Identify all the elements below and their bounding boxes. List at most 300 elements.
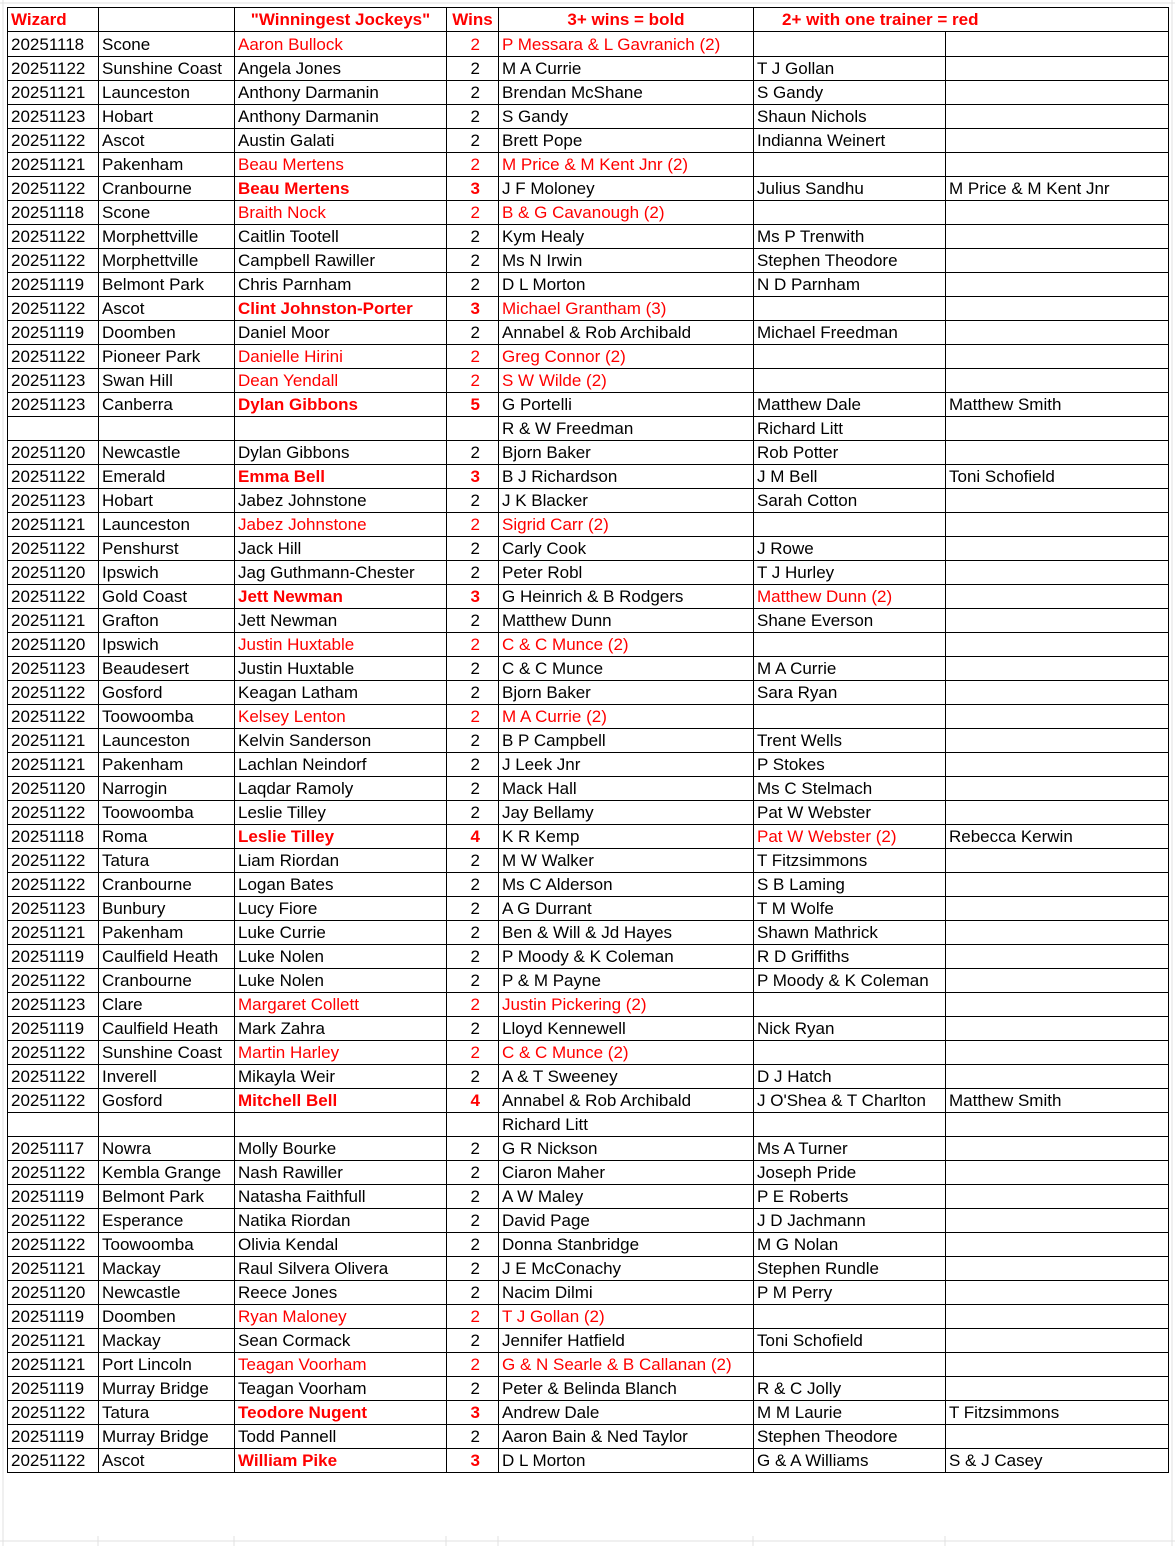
- track-cell[interactable]: Canberra: [99, 393, 235, 417]
- trainer-1-cell[interactable]: G R Nickson: [499, 1137, 754, 1161]
- date-cell[interactable]: 20251121: [8, 753, 99, 777]
- trainer-3-cell[interactable]: [946, 32, 1169, 57]
- trainer-3-cell[interactable]: [946, 1113, 1169, 1137]
- date-cell[interactable]: 20251118: [8, 825, 99, 849]
- jockey-cell[interactable]: Braith Nock: [235, 201, 447, 225]
- track-cell[interactable]: Doomben: [99, 1305, 235, 1329]
- jockey-cell[interactable]: Sean Cormack: [235, 1329, 447, 1353]
- date-cell[interactable]: 20251121: [8, 729, 99, 753]
- jockey-cell[interactable]: Angela Jones: [235, 57, 447, 81]
- trainer-1-cell[interactable]: Greg Connor (2): [499, 345, 754, 369]
- trainer-2-cell[interactable]: [754, 345, 946, 369]
- track-cell[interactable]: Launceston: [99, 729, 235, 753]
- track-cell[interactable]: Ipswich: [99, 561, 235, 585]
- date-cell[interactable]: 20251120: [8, 633, 99, 657]
- date-cell[interactable]: 20251122: [8, 249, 99, 273]
- trainer-1-cell[interactable]: J F Moloney: [499, 177, 754, 201]
- trainer-3-cell[interactable]: [946, 369, 1169, 393]
- date-cell[interactable]: 20251118: [8, 201, 99, 225]
- trainer-3-cell[interactable]: [946, 1017, 1169, 1041]
- track-cell[interactable]: Launceston: [99, 81, 235, 105]
- track-cell[interactable]: Doomben: [99, 321, 235, 345]
- track-cell[interactable]: Pakenham: [99, 921, 235, 945]
- trainer-2-cell[interactable]: [754, 705, 946, 729]
- trainer-2-cell[interactable]: Ms A Turner: [754, 1137, 946, 1161]
- jockey-cell[interactable]: Luke Nolen: [235, 969, 447, 993]
- jockey-cell[interactable]: Clint Johnston-Porter: [235, 297, 447, 321]
- wins-cell[interactable]: 2: [447, 561, 499, 585]
- trainer-2-cell[interactable]: [754, 513, 946, 537]
- trainer-3-cell[interactable]: [946, 561, 1169, 585]
- jockey-cell[interactable]: Beau Mertens: [235, 153, 447, 177]
- trainer-1-cell[interactable]: P & M Payne: [499, 969, 754, 993]
- jockey-cell[interactable]: Margaret Collett: [235, 993, 447, 1017]
- track-cell[interactable]: Mackay: [99, 1329, 235, 1353]
- trainer-2-cell[interactable]: J M Bell: [754, 465, 946, 489]
- trainer-2-cell[interactable]: T J Hurley: [754, 561, 946, 585]
- track-cell[interactable]: Hobart: [99, 489, 235, 513]
- trainer-1-cell[interactable]: Aaron Bain & Ned Taylor: [499, 1425, 754, 1449]
- wins-cell[interactable]: 2: [447, 1233, 499, 1257]
- track-cell[interactable]: Morphettville: [99, 249, 235, 273]
- jockey-cell[interactable]: Martin Harley: [235, 1041, 447, 1065]
- trainer-3-cell[interactable]: [946, 633, 1169, 657]
- jockey-cell[interactable]: Jag Guthmann-Chester: [235, 561, 447, 585]
- wins-cell[interactable]: 2: [447, 273, 499, 297]
- jockey-cell[interactable]: Aaron Bullock: [235, 32, 447, 57]
- trainer-3-cell[interactable]: [946, 489, 1169, 513]
- date-cell[interactable]: 20251122: [8, 1089, 99, 1113]
- trainer-3-cell[interactable]: [946, 873, 1169, 897]
- track-cell[interactable]: Cranbourne: [99, 873, 235, 897]
- jockey-cell[interactable]: Teodore Nugent: [235, 1401, 447, 1425]
- wins-cell[interactable]: 2: [447, 225, 499, 249]
- jockey-cell[interactable]: Danielle Hirini: [235, 345, 447, 369]
- wins-cell[interactable]: 2: [447, 609, 499, 633]
- wins-cell[interactable]: 2: [447, 681, 499, 705]
- wins-cell[interactable]: 2: [447, 489, 499, 513]
- date-cell[interactable]: 20251121: [8, 153, 99, 177]
- date-cell[interactable]: 20251122: [8, 969, 99, 993]
- trainer-3-cell[interactable]: [946, 1425, 1169, 1449]
- date-cell[interactable]: 20251119: [8, 1017, 99, 1041]
- jockey-cell[interactable]: Todd Pannell: [235, 1425, 447, 1449]
- date-cell[interactable]: 20251122: [8, 1041, 99, 1065]
- trainer-1-cell[interactable]: Matthew Dunn: [499, 609, 754, 633]
- trainer-3-cell[interactable]: [946, 753, 1169, 777]
- trainer-3-cell[interactable]: S & J Casey: [946, 1449, 1169, 1473]
- date-cell[interactable]: 20251119: [8, 945, 99, 969]
- trainer-1-cell[interactable]: T J Gollan (2): [499, 1305, 754, 1329]
- jockey-cell[interactable]: Dean Yendall: [235, 369, 447, 393]
- trainer-2-cell[interactable]: M M Laurie: [754, 1401, 946, 1425]
- trainer-2-cell[interactable]: P E Roberts: [754, 1185, 946, 1209]
- jockey-cell[interactable]: Dylan Gibbons: [235, 441, 447, 465]
- jockey-cell[interactable]: Mitchell Bell: [235, 1089, 447, 1113]
- trainer-3-cell[interactable]: Matthew Smith: [946, 393, 1169, 417]
- jockey-cell[interactable]: Campbell Rawiller: [235, 249, 447, 273]
- track-cell[interactable]: Esperance: [99, 1209, 235, 1233]
- wins-cell[interactable]: 3: [447, 585, 499, 609]
- jockey-cell[interactable]: Nash Rawiller: [235, 1161, 447, 1185]
- track-cell[interactable]: [99, 417, 235, 441]
- trainer-1-cell[interactable]: D L Morton: [499, 273, 754, 297]
- track-cell[interactable]: Murray Bridge: [99, 1377, 235, 1401]
- jockey-cell[interactable]: Keagan Latham: [235, 681, 447, 705]
- jockey-cell[interactable]: Dylan Gibbons: [235, 393, 447, 417]
- trainer-3-cell[interactable]: [946, 1257, 1169, 1281]
- wins-cell[interactable]: 4: [447, 825, 499, 849]
- date-cell[interactable]: 20251118: [8, 32, 99, 57]
- track-cell[interactable]: Scone: [99, 32, 235, 57]
- trainer-1-cell[interactable]: J E McConachy: [499, 1257, 754, 1281]
- wins-cell[interactable]: 2: [447, 57, 499, 81]
- jockey-cell[interactable]: Logan Bates: [235, 873, 447, 897]
- wins-cell[interactable]: 2: [447, 633, 499, 657]
- jockey-cell[interactable]: Jett Newman: [235, 585, 447, 609]
- jockey-cell[interactable]: Justin Huxtable: [235, 657, 447, 681]
- jockey-cell[interactable]: Natika Riordan: [235, 1209, 447, 1233]
- wins-cell[interactable]: 2: [447, 1065, 499, 1089]
- date-cell[interactable]: 20251123: [8, 369, 99, 393]
- trainer-3-cell[interactable]: M Price & M Kent Jnr: [946, 177, 1169, 201]
- trainer-2-cell[interactable]: M A Currie: [754, 657, 946, 681]
- wins-cell[interactable]: 3: [447, 1401, 499, 1425]
- track-cell[interactable]: Toowoomba: [99, 1233, 235, 1257]
- wins-cell[interactable]: 2: [447, 129, 499, 153]
- trainer-3-cell[interactable]: [946, 1233, 1169, 1257]
- jockey-cell[interactable]: Leslie Tilley: [235, 825, 447, 849]
- trainer-3-cell[interactable]: [946, 1281, 1169, 1305]
- jockey-cell[interactable]: Anthony Darmanin: [235, 81, 447, 105]
- trainer-3-cell[interactable]: [946, 801, 1169, 825]
- wins-cell[interactable]: 2: [447, 105, 499, 129]
- trainer-1-cell[interactable]: Peter Robl: [499, 561, 754, 585]
- trainer-1-cell[interactable]: M Price & M Kent Jnr (2): [499, 153, 754, 177]
- trainer-1-cell[interactable]: J K Blacker: [499, 489, 754, 513]
- jockey-cell[interactable]: William Pike: [235, 1449, 447, 1473]
- track-cell[interactable]: Mackay: [99, 1257, 235, 1281]
- jockey-cell[interactable]: Jett Newman: [235, 609, 447, 633]
- track-cell[interactable]: Ascot: [99, 297, 235, 321]
- trainer-3-cell[interactable]: [946, 225, 1169, 249]
- trainer-1-cell[interactable]: B J Richardson: [499, 465, 754, 489]
- track-cell[interactable]: Pakenham: [99, 153, 235, 177]
- trainer-1-cell[interactable]: Ms N Irwin: [499, 249, 754, 273]
- jockey-cell[interactable]: [235, 417, 447, 441]
- track-cell[interactable]: Cranbourne: [99, 969, 235, 993]
- track-cell[interactable]: Tatura: [99, 1401, 235, 1425]
- trainer-2-cell[interactable]: R & C Jolly: [754, 1377, 946, 1401]
- date-cell[interactable]: 20251120: [8, 777, 99, 801]
- date-cell[interactable]: 20251123: [8, 657, 99, 681]
- wins-cell[interactable]: 2: [447, 1257, 499, 1281]
- date-cell[interactable]: 20251122: [8, 1065, 99, 1089]
- trainer-1-cell[interactable]: Donna Stanbridge: [499, 1233, 754, 1257]
- trainer-1-cell[interactable]: David Page: [499, 1209, 754, 1233]
- trainer-2-cell[interactable]: Stephen Rundle: [754, 1257, 946, 1281]
- date-cell[interactable]: [8, 1113, 99, 1137]
- trainer-2-cell[interactable]: Ms P Trenwith: [754, 225, 946, 249]
- wins-cell[interactable]: 5: [447, 393, 499, 417]
- jockey-cell[interactable]: Beau Mertens: [235, 177, 447, 201]
- trainer-3-cell[interactable]: [946, 921, 1169, 945]
- header-bold-legend[interactable]: 3+ wins = bold: [499, 8, 754, 32]
- trainer-1-cell[interactable]: G & N Searle & B Callanan (2): [499, 1353, 754, 1377]
- trainer-1-cell[interactable]: K R Kemp: [499, 825, 754, 849]
- jockey-cell[interactable]: Ryan Maloney: [235, 1305, 447, 1329]
- jockey-cell[interactable]: Jabez Johnstone: [235, 489, 447, 513]
- wins-cell[interactable]: 2: [447, 321, 499, 345]
- trainer-2-cell[interactable]: Pat W Webster: [754, 801, 946, 825]
- trainer-3-cell[interactable]: [946, 441, 1169, 465]
- trainer-2-cell[interactable]: [754, 201, 946, 225]
- wins-cell[interactable]: 2: [447, 249, 499, 273]
- wins-cell[interactable]: 2: [447, 993, 499, 1017]
- trainer-3-cell[interactable]: [946, 537, 1169, 561]
- track-cell[interactable]: Toowoomba: [99, 705, 235, 729]
- trainer-1-cell[interactable]: Kym Healy: [499, 225, 754, 249]
- date-cell[interactable]: 20251122: [8, 705, 99, 729]
- date-cell[interactable]: 20251119: [8, 1185, 99, 1209]
- header-track[interactable]: [99, 8, 235, 32]
- jockey-cell[interactable]: Anthony Darmanin: [235, 105, 447, 129]
- trainer-3-cell[interactable]: [946, 297, 1169, 321]
- trainer-2-cell[interactable]: P Stokes: [754, 753, 946, 777]
- trainer-3-cell[interactable]: [946, 1137, 1169, 1161]
- jockey-cell[interactable]: Luke Nolen: [235, 945, 447, 969]
- trainer-2-cell[interactable]: Matthew Dunn (2): [754, 585, 946, 609]
- trainer-3-cell[interactable]: [946, 513, 1169, 537]
- date-cell[interactable]: 20251122: [8, 1401, 99, 1425]
- trainer-2-cell[interactable]: Nick Ryan: [754, 1017, 946, 1041]
- trainer-1-cell[interactable]: Mack Hall: [499, 777, 754, 801]
- date-cell[interactable]: 20251122: [8, 849, 99, 873]
- trainer-3-cell[interactable]: [946, 105, 1169, 129]
- header-wizard[interactable]: Wizard: [8, 8, 99, 32]
- trainer-2-cell[interactable]: Indianna Weinert: [754, 129, 946, 153]
- trainer-1-cell[interactable]: Ms C Alderson: [499, 873, 754, 897]
- trainer-3-cell[interactable]: [946, 969, 1169, 993]
- trainer-1-cell[interactable]: Annabel & Rob Archibald: [499, 1089, 754, 1113]
- track-cell[interactable]: Ascot: [99, 129, 235, 153]
- jockey-cell[interactable]: Laqdar Ramoly: [235, 777, 447, 801]
- trainer-1-cell[interactable]: P Moody & K Coleman: [499, 945, 754, 969]
- trainer-3-cell[interactable]: [946, 1041, 1169, 1065]
- wins-cell[interactable]: 2: [447, 969, 499, 993]
- wins-cell[interactable]: 2: [447, 345, 499, 369]
- trainer-1-cell[interactable]: Andrew Dale: [499, 1401, 754, 1425]
- trainer-3-cell[interactable]: [946, 705, 1169, 729]
- wins-cell[interactable]: 2: [447, 657, 499, 681]
- jockey-cell[interactable]: Luke Currie: [235, 921, 447, 945]
- jockey-cell[interactable]: [235, 1113, 447, 1137]
- track-cell[interactable]: [99, 1113, 235, 1137]
- date-cell[interactable]: 20251122: [8, 1209, 99, 1233]
- trainer-3-cell[interactable]: [946, 321, 1169, 345]
- date-cell[interactable]: 20251119: [8, 321, 99, 345]
- track-cell[interactable]: Roma: [99, 825, 235, 849]
- trainer-3-cell[interactable]: [946, 1185, 1169, 1209]
- jockey-cell[interactable]: Natasha Faithfull: [235, 1185, 447, 1209]
- trainer-1-cell[interactable]: R & W Freedman: [499, 417, 754, 441]
- trainer-3-cell[interactable]: [946, 729, 1169, 753]
- trainer-2-cell[interactable]: Sarah Cotton: [754, 489, 946, 513]
- jockey-cell[interactable]: Jack Hill: [235, 537, 447, 561]
- trainer-1-cell[interactable]: C & C Munce: [499, 657, 754, 681]
- wins-cell[interactable]: [447, 1113, 499, 1137]
- trainer-3-cell[interactable]: [946, 945, 1169, 969]
- track-cell[interactable]: Gosford: [99, 1089, 235, 1113]
- trainer-2-cell[interactable]: P M Perry: [754, 1281, 946, 1305]
- jockey-cell[interactable]: Daniel Moor: [235, 321, 447, 345]
- trainer-3-cell[interactable]: Rebecca Kerwin: [946, 825, 1169, 849]
- wins-cell[interactable]: 2: [447, 201, 499, 225]
- track-cell[interactable]: Sunshine Coast: [99, 57, 235, 81]
- trainer-2-cell[interactable]: Shane Everson: [754, 609, 946, 633]
- date-cell[interactable]: 20251122: [8, 297, 99, 321]
- trainer-1-cell[interactable]: Peter & Belinda Blanch: [499, 1377, 754, 1401]
- date-cell[interactable]: 20251122: [8, 801, 99, 825]
- jockey-cell[interactable]: Olivia Kendal: [235, 1233, 447, 1257]
- trainer-2-cell[interactable]: J D Jachmann: [754, 1209, 946, 1233]
- trainer-1-cell[interactable]: S W Wilde (2): [499, 369, 754, 393]
- track-cell[interactable]: Ascot: [99, 1449, 235, 1473]
- track-cell[interactable]: Newcastle: [99, 441, 235, 465]
- track-cell[interactable]: Kembla Grange: [99, 1161, 235, 1185]
- wins-cell[interactable]: 3: [447, 1449, 499, 1473]
- trainer-1-cell[interactable]: Bjorn Baker: [499, 681, 754, 705]
- track-cell[interactable]: Murray Bridge: [99, 1425, 235, 1449]
- trainer-2-cell[interactable]: Shaun Nichols: [754, 105, 946, 129]
- wins-cell[interactable]: 2: [447, 1017, 499, 1041]
- trainer-1-cell[interactable]: A W Maley: [499, 1185, 754, 1209]
- trainer-1-cell[interactable]: G Portelli: [499, 393, 754, 417]
- wins-cell[interactable]: 2: [447, 753, 499, 777]
- track-cell[interactable]: Morphettville: [99, 225, 235, 249]
- jockey-cell[interactable]: Caitlin Tootell: [235, 225, 447, 249]
- trainer-2-cell[interactable]: [754, 1305, 946, 1329]
- track-cell[interactable]: Toowoomba: [99, 801, 235, 825]
- date-cell[interactable]: 20251117: [8, 1137, 99, 1161]
- jockey-cell[interactable]: Chris Parnham: [235, 273, 447, 297]
- trainer-2-cell[interactable]: Julius Sandhu: [754, 177, 946, 201]
- track-cell[interactable]: Port Lincoln: [99, 1353, 235, 1377]
- trainer-3-cell[interactable]: [946, 1329, 1169, 1353]
- jockey-cell[interactable]: Leslie Tilley: [235, 801, 447, 825]
- jockey-cell[interactable]: Mark Zahra: [235, 1017, 447, 1041]
- date-cell[interactable]: 20251121: [8, 1353, 99, 1377]
- wins-cell[interactable]: 2: [447, 32, 499, 57]
- trainer-1-cell[interactable]: D L Morton: [499, 1449, 754, 1473]
- date-cell[interactable]: 20251122: [8, 465, 99, 489]
- wins-cell[interactable]: 2: [447, 897, 499, 921]
- date-cell[interactable]: 20251119: [8, 1425, 99, 1449]
- trainer-2-cell[interactable]: Toni Schofield: [754, 1329, 946, 1353]
- track-cell[interactable]: Beaudesert: [99, 657, 235, 681]
- trainer-2-cell[interactable]: S B Laming: [754, 873, 946, 897]
- date-cell[interactable]: 20251119: [8, 1377, 99, 1401]
- trainer-1-cell[interactable]: Richard Litt: [499, 1113, 754, 1137]
- trainer-2-cell[interactable]: [754, 1353, 946, 1377]
- jockey-cell[interactable]: Molly Bourke: [235, 1137, 447, 1161]
- trainer-3-cell[interactable]: [946, 1209, 1169, 1233]
- trainer-3-cell[interactable]: [946, 993, 1169, 1017]
- trainer-3-cell[interactable]: [946, 1065, 1169, 1089]
- trainer-3-cell[interactable]: [946, 81, 1169, 105]
- trainer-2-cell[interactable]: [754, 297, 946, 321]
- trainer-1-cell[interactable]: Justin Pickering (2): [499, 993, 754, 1017]
- trainer-2-cell[interactable]: T J Gollan: [754, 57, 946, 81]
- date-cell[interactable]: 20251121: [8, 1329, 99, 1353]
- track-cell[interactable]: Sunshine Coast: [99, 1041, 235, 1065]
- trainer-2-cell[interactable]: Pat W Webster (2): [754, 825, 946, 849]
- track-cell[interactable]: Cranbourne: [99, 177, 235, 201]
- jockey-cell[interactable]: Reece Jones: [235, 1281, 447, 1305]
- date-cell[interactable]: 20251121: [8, 81, 99, 105]
- date-cell[interactable]: 20251121: [8, 513, 99, 537]
- wins-cell[interactable]: 2: [447, 1305, 499, 1329]
- wins-cell[interactable]: 2: [447, 777, 499, 801]
- trainer-3-cell[interactable]: Toni Schofield: [946, 465, 1169, 489]
- wins-cell[interactable]: 2: [447, 801, 499, 825]
- jockey-cell[interactable]: Liam Riordan: [235, 849, 447, 873]
- wins-cell[interactable]: 2: [447, 1281, 499, 1305]
- trainer-3-cell[interactable]: [946, 1377, 1169, 1401]
- date-cell[interactable]: 20251122: [8, 585, 99, 609]
- trainer-2-cell[interactable]: R D Griffiths: [754, 945, 946, 969]
- track-cell[interactable]: Newcastle: [99, 1281, 235, 1305]
- wins-cell[interactable]: 2: [447, 1329, 499, 1353]
- trainer-1-cell[interactable]: Nacim Dilmi: [499, 1281, 754, 1305]
- trainer-2-cell[interactable]: [754, 153, 946, 177]
- trainer-1-cell[interactable]: A & T Sweeney: [499, 1065, 754, 1089]
- trainer-2-cell[interactable]: D J Hatch: [754, 1065, 946, 1089]
- trainer-2-cell[interactable]: T Fitzsimmons: [754, 849, 946, 873]
- trainer-2-cell[interactable]: S Gandy: [754, 81, 946, 105]
- jockey-cell[interactable]: Kelsey Lenton: [235, 705, 447, 729]
- date-cell[interactable]: 20251122: [8, 537, 99, 561]
- trainer-2-cell[interactable]: G & A Williams: [754, 1449, 946, 1473]
- trainer-3-cell[interactable]: [946, 129, 1169, 153]
- trainer-3-cell[interactable]: [946, 57, 1169, 81]
- date-cell[interactable]: 20251123: [8, 105, 99, 129]
- track-cell[interactable]: Narrogin: [99, 777, 235, 801]
- jockey-cell[interactable]: Lucy Fiore: [235, 897, 447, 921]
- trainer-1-cell[interactable]: Brendan McShane: [499, 81, 754, 105]
- trainer-1-cell[interactable]: Michael Grantham (3): [499, 297, 754, 321]
- wins-cell[interactable]: 2: [447, 369, 499, 393]
- trainer-3-cell[interactable]: [946, 681, 1169, 705]
- trainer-2-cell[interactable]: Stephen Theodore: [754, 1425, 946, 1449]
- trainer-1-cell[interactable]: Annabel & Rob Archibald: [499, 321, 754, 345]
- wins-cell[interactable]: 2: [447, 1185, 499, 1209]
- trainer-3-cell[interactable]: [946, 345, 1169, 369]
- date-cell[interactable]: 20251119: [8, 1305, 99, 1329]
- trainer-1-cell[interactable]: M W Walker: [499, 849, 754, 873]
- track-cell[interactable]: Scone: [99, 201, 235, 225]
- track-cell[interactable]: Gold Coast: [99, 585, 235, 609]
- trainer-2-cell[interactable]: Shawn Mathrick: [754, 921, 946, 945]
- date-cell[interactable]: 20251122: [8, 681, 99, 705]
- date-cell[interactable]: 20251120: [8, 1281, 99, 1305]
- trainer-2-cell[interactable]: J O'Shea & T Charlton: [754, 1089, 946, 1113]
- date-cell[interactable]: 20251121: [8, 609, 99, 633]
- trainer-3-cell[interactable]: T Fitzsimmons: [946, 1401, 1169, 1425]
- trainer-3-cell[interactable]: [946, 609, 1169, 633]
- trainer-2-cell[interactable]: [754, 32, 946, 57]
- track-cell[interactable]: Pioneer Park: [99, 345, 235, 369]
